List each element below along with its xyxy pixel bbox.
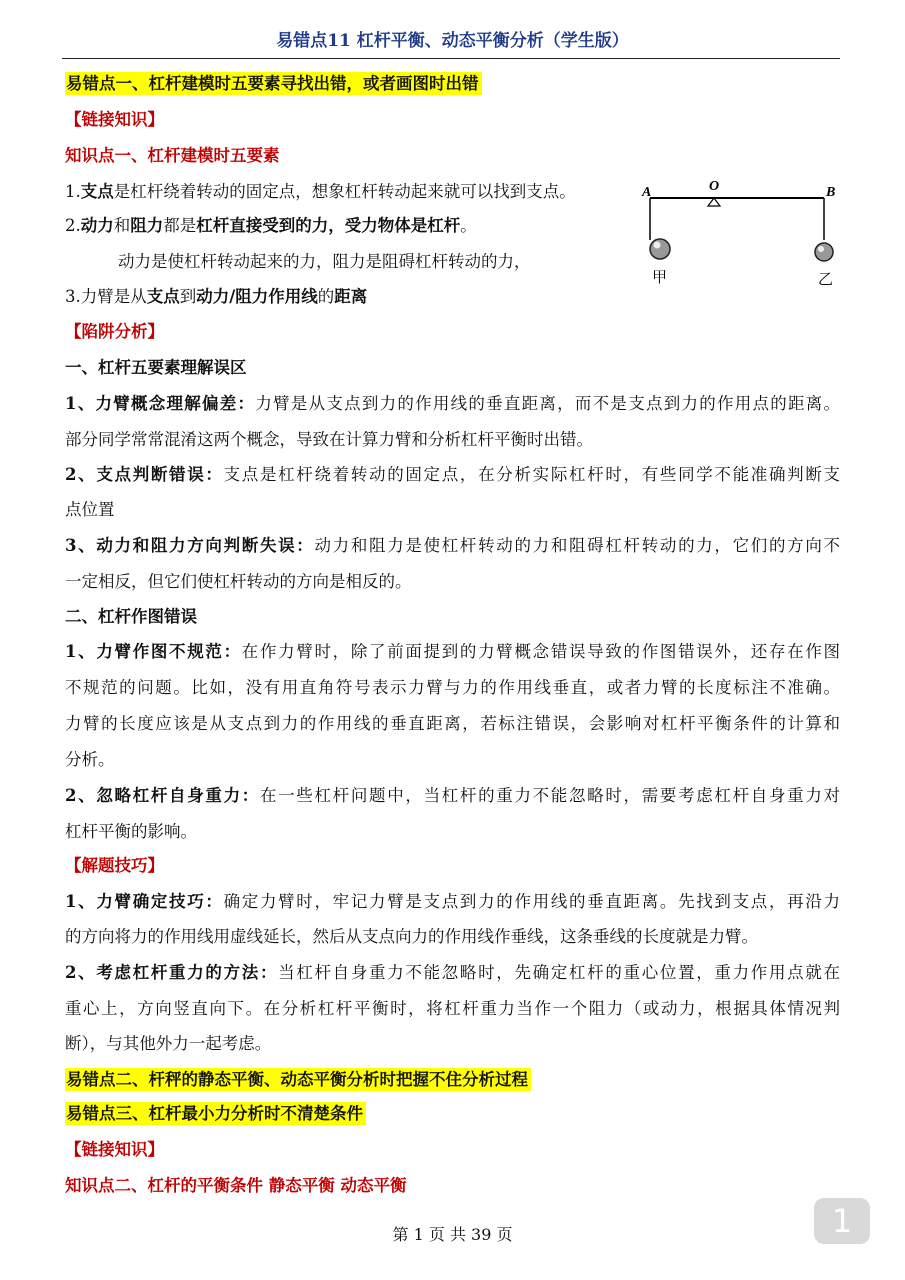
- page-number-badge: 1: [814, 1198, 870, 1244]
- trap-p5-line-1: 2、忽略杠杆自身重力：在一些杠杆问题中，当杠杆的重力不能忽略时，需要考虑杠杆自身重力对: [65, 786, 841, 805]
- weight-jia-ball: [650, 239, 670, 259]
- lever-diagram: [632, 172, 842, 292]
- trap-p2-line-2: 点位置: [65, 500, 115, 519]
- trap-p3-line-2: 一定相反，但它们使杠杆转动的方向是相反的。: [65, 572, 412, 591]
- link-knowledge-heading: 【链接知识】: [65, 110, 164, 129]
- section-1-title: 易错点一、杠杆建模时五要素寻找出错，或者画图时出错: [65, 72, 482, 96]
- trap-p4-line-3: 力臂的长度应该是从支点到力的作用线的垂直距离，若标注错误，会影响对杠杆平衡条件的计算和: [65, 714, 840, 733]
- trap-analysis-heading: 【陷阱分析】: [65, 322, 164, 341]
- tips-p1-line-1: 1、力臂确定技巧：确定力臂时，牢记力臂是支点到力的作用线的垂直距离。先找到支点，再沿力: [65, 892, 840, 911]
- trap-p2-line-1: 2、支点判断错误：支点是杠杆绕着转动的固定点，在分析实际杠杆时，有些同学不能准确判断支: [65, 465, 840, 484]
- section-3-title: 易错点三、杠杆最小力分析时不清楚条件: [65, 1102, 366, 1126]
- kp1-line-2: 2.动力和阻力都是杠杆直接受到的力，受力物体是杠杆。: [65, 216, 477, 235]
- trap-p4-line-1: 1、力臂作图不规范：在作力臂时，除了前面提到的力臂概念错误导致的作图错误外，还存在作图: [65, 642, 841, 661]
- label-b: B: [826, 185, 836, 200]
- label-yi: 乙: [818, 270, 834, 288]
- tips-p2-line-2: 重心上，方向竖直向下。在分析杠杆平衡时，将杠杆重力当作一个阻力（或动力，根据具体情况判: [65, 999, 840, 1018]
- trap-p5-line-2: 杠杆平衡的影响。: [65, 822, 197, 841]
- page-footer: 第 1 页 共 39 页: [392, 1225, 513, 1244]
- trap-p1-line-1: 1、力臂概念理解偏差：力臂是从支点到力的作用线的垂直距离，而不是支点到力的作用点的距离。: [65, 394, 841, 413]
- tips-p2-line-1: 2、考虑杠杆重力的方法：当杠杆自身重力不能忽略时，先确定杠杆的重心位置，重力作用点就在: [65, 963, 841, 982]
- section-2-title: 易错点二、杆秤的静态平衡、动态平衡分析时把握不住分析过程: [65, 1068, 531, 1092]
- kp1-line-3: 动力是使杠杆转动起来的力，阻力是阻碍杠杆转动的力，: [118, 252, 531, 271]
- knowledge-point-2-title: 知识点二、杠杆的平衡条件 静态平衡 动态平衡: [65, 1176, 407, 1195]
- trap-p4-line-4: 分析。: [65, 750, 115, 769]
- weight-yi-ball: [815, 243, 833, 261]
- tips-p1-line-2: 的方向将力的作用线用虚线延长，然后从支点向力的作用线作垂线，这条垂线的长度就是力臂。: [65, 927, 758, 946]
- link-knowledge-heading-2: 【链接知识】: [65, 1140, 164, 1159]
- label-o: O: [709, 179, 720, 194]
- label-a: A: [642, 185, 652, 200]
- trap-p3-line-1: 3、动力和阻力方向判断失误：动力和阻力是使杠杆转动的力和阻碍杠杆转动的力，它们的方向不: [65, 536, 841, 555]
- header-rule: [62, 58, 840, 59]
- page-header-title: 易错点11 杠杆平衡、动态平衡分析（学生版）: [276, 31, 629, 51]
- trap-p4-line-2: 不规范的问题。比如，没有用直角符号表示力臂与力的作用线垂直，或者力臂的长度标注不准确。: [65, 678, 840, 697]
- kp1-line-1: 1.支点是杠杆绕着转动的固定点，想象杠杆转动起来就可以找到支点。: [65, 182, 576, 201]
- trap-subheading-2: 二、杠杆作图错误: [65, 607, 197, 626]
- kp1-line-4: 3.力臂是从支点到动力/阻力作用线的距离: [65, 287, 368, 306]
- trap-p1-line-2: 部分同学常常混淆这两个概念，导致在计算力臂和分析杠杆平衡时出错。: [65, 430, 593, 449]
- trap-subheading-1: 一、杠杆五要素理解误区: [65, 358, 247, 377]
- label-jia: 甲: [652, 268, 668, 286]
- fulcrum-icon: [708, 198, 720, 206]
- tips-heading: 【解题技巧】: [65, 856, 164, 875]
- knowledge-point-1-title: 知识点一、杠杆建模时五要素: [65, 146, 280, 165]
- weight-jia-highlight: [654, 242, 661, 249]
- weight-yi-highlight: [818, 246, 824, 252]
- tips-p2-line-3: 断），与其他外力一起考虑。: [65, 1034, 272, 1053]
